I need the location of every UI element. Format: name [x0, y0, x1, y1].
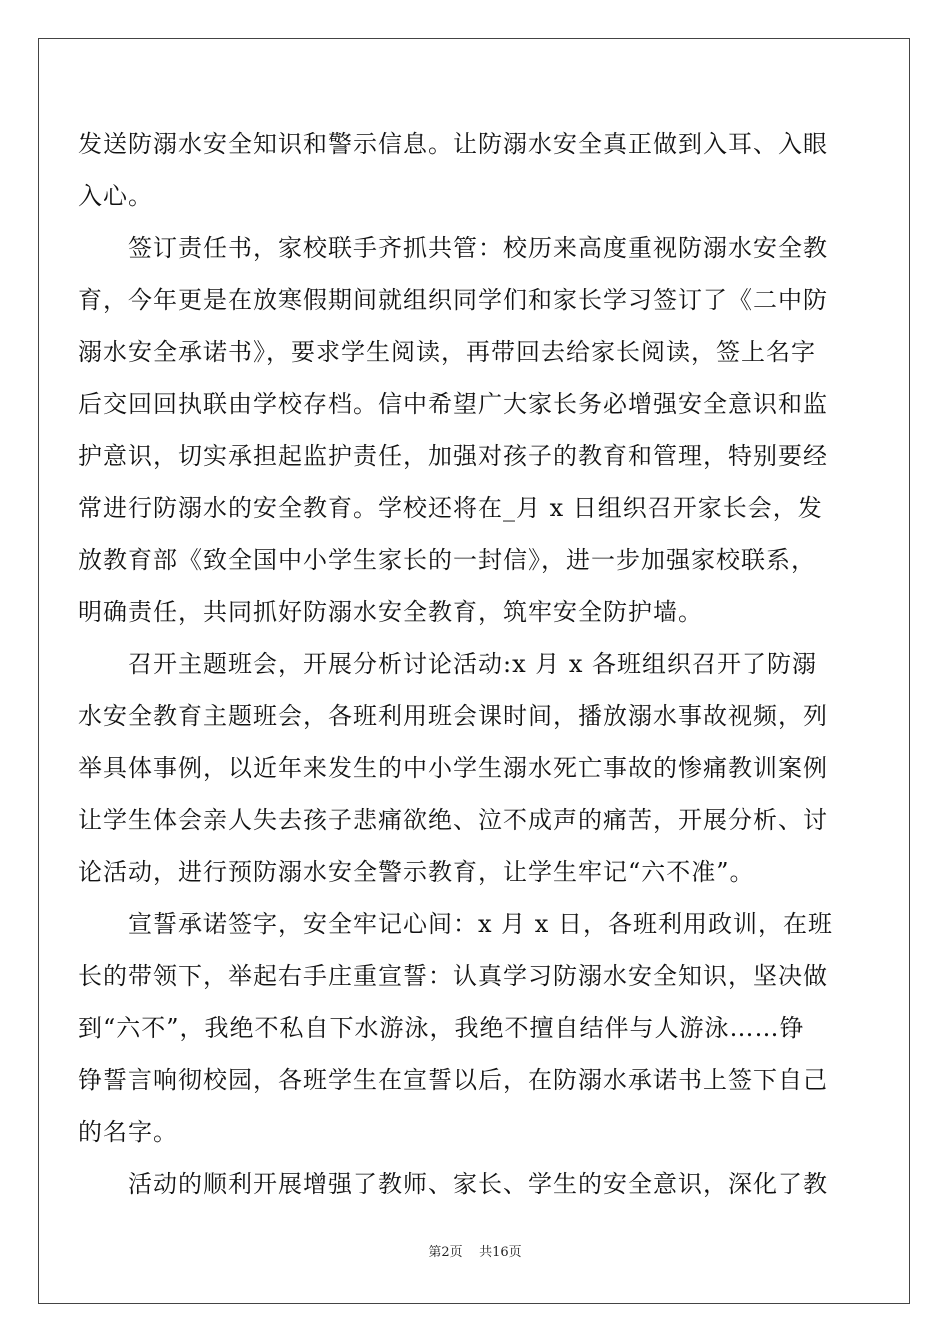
- text-line: 签订责任书，家校联手齐抓共管：校历来高度重视防溺水安全教: [78, 234, 828, 262]
- text-line: 的名字。: [78, 1118, 178, 1146]
- text-line: 放教育部《致全国中小学生家长的一封信》，进一步加强家校联系，: [78, 546, 816, 574]
- text-line: 护意识，切实承担起监护责任，加强对孩子的教育和管理，特别要经: [78, 442, 828, 470]
- text-line: 明确责任，共同抓好防溺水安全教育，筑牢安全防护墙。: [78, 598, 703, 626]
- text-line: 活动的顺利开展增强了教师、家长、学生的安全意识，深化了教: [78, 1170, 828, 1198]
- page-number: 第2页: [428, 1245, 463, 1260]
- text-line: 入心。: [78, 182, 153, 210]
- text-line: 论活动，进行预防溺水安全警示教育，让学生牢记“六不准”。: [78, 858, 755, 886]
- text-line: 让学生体会亲人失去孩子悲痛欲绝、泣不成声的痛苦，开展分析、讨: [78, 806, 828, 834]
- text-line: 铮誓言响彻校园，各班学生在宣誓以后，在防溺水承诺书上签下自己: [78, 1066, 828, 1094]
- text-line: 常进行防溺水的安全教育。学校还将在_月 x 日组织召开家长会，发: [78, 494, 823, 522]
- text-line: 溺水安全承诺书》，要求学生阅读，再带回去给家长阅读，签上名字: [78, 338, 816, 366]
- text-line: 水安全教育主题班会，各班利用班会课时间，播放溺水事故视频，列: [78, 702, 828, 730]
- text-line: 召开主题班会，开展分析讨论活动:x 月 x 各班组织召开了防溺: [78, 650, 818, 678]
- text-line: 育，今年更是在放寒假期间就组织同学们和家长学习签订了《二中防: [78, 286, 828, 314]
- text-line: 长的带领下，举起右手庄重宣誓：认真学习防溺水安全知识，坚决做: [78, 962, 828, 990]
- page-total: 共16页: [479, 1245, 522, 1260]
- text-line: 到“六不”，我绝不私自下水游泳，我绝不擅自结伴与人游泳……铮: [78, 1014, 805, 1042]
- text-line: 宣誓承诺签字，安全牢记心间：x 月 x 日，各班利用政训，在班: [78, 910, 833, 938]
- text-line: 后交回回执联由学校存档。信中希望广大家长务必增强安全意识和监: [78, 390, 828, 418]
- page-footer: [0, 1244, 950, 1262]
- text-line: 举具体事例，以近年来发生的中小学生溺水死亡事故的惨痛教训案例: [78, 754, 828, 782]
- text-line: 发送防溺水安全知识和警示信息。让防溺水安全真正做到入耳、入眼: [78, 130, 828, 158]
